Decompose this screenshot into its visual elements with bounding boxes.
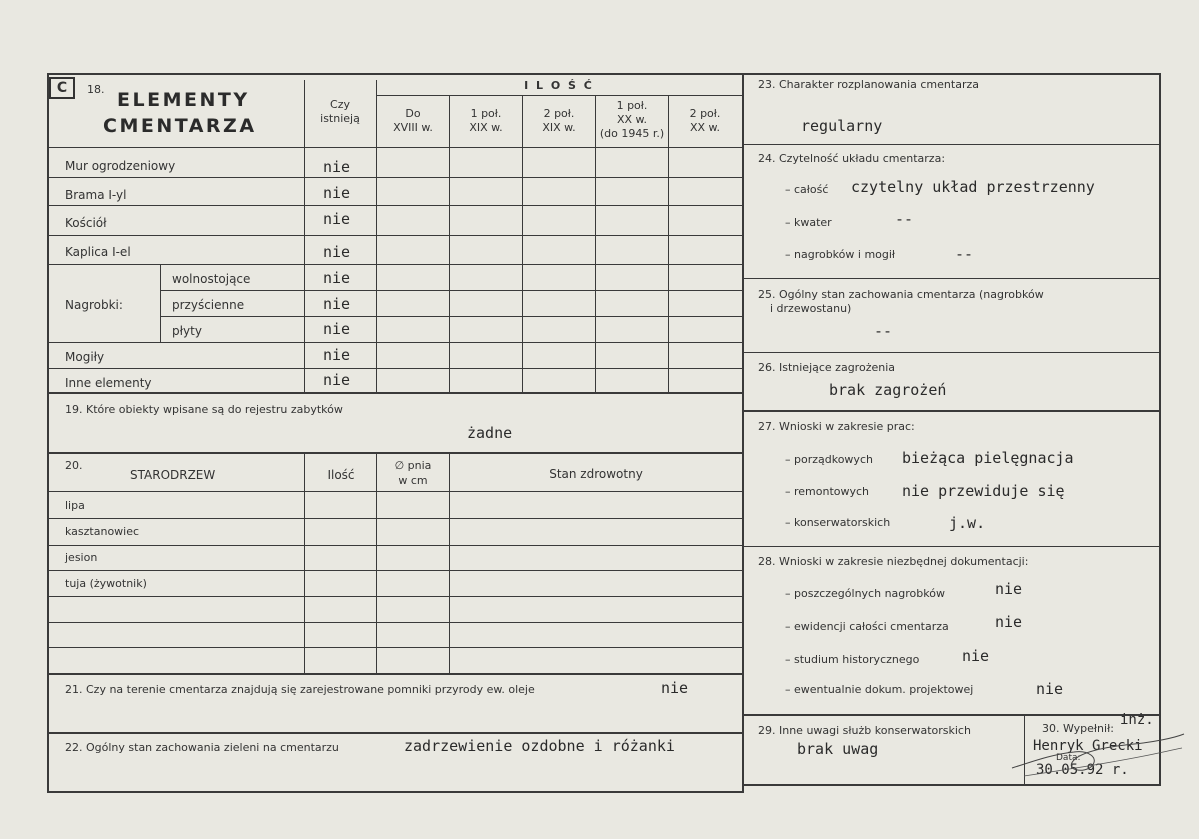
q26-value: brak zagrożeń	[829, 381, 947, 399]
q19-bottom	[47, 452, 742, 454]
row-line	[160, 316, 742, 317]
element-value: nie	[323, 371, 351, 389]
q20-row-line	[47, 491, 742, 492]
q23-label: 23. Charakter rozplanowania cmentarza	[758, 78, 979, 91]
q24-nagrobkow-value: --	[955, 245, 974, 263]
q28-bottom	[742, 714, 1161, 716]
q28-item-value: nie	[995, 613, 1023, 631]
q24-calosc-value: czytelny układ przestrzenny	[851, 178, 1095, 196]
q27-label: 27. Wnioski w zakresie prac:	[758, 420, 915, 433]
col-divider-p3	[522, 96, 523, 392]
czy-istnieja-line2: istnieją	[320, 112, 360, 125]
frame-left	[47, 73, 49, 793]
row-line	[160, 290, 742, 291]
tree-name: jesion	[65, 551, 98, 564]
q24-calosc-label: – całość	[785, 183, 829, 196]
q27-kons-value: j.w.	[949, 514, 986, 532]
element-value: nie	[323, 210, 351, 228]
element-label: Brama I-yl	[65, 188, 127, 202]
period-2-line2: XIX w.	[469, 121, 503, 134]
q29-value: brak uwag	[797, 740, 879, 758]
czy-istnieja-line1: Czy	[330, 98, 350, 111]
q30-name: Henryk Grecki	[1033, 738, 1143, 754]
element-value: nie	[323, 243, 351, 261]
q19-label: 19. Które obiekty wpisane są do rejestru zabytków	[65, 403, 343, 416]
tree-name: tuja (żywotnik)	[65, 577, 147, 590]
q24-kwater-value: --	[895, 210, 914, 228]
nagrobki-divider	[160, 264, 161, 342]
q30-label: 30. Wypełnił:	[1042, 722, 1114, 735]
q20-col-ilosc: Ilość	[327, 468, 355, 482]
element-label: Kaplica I-el	[65, 245, 131, 259]
q28-item-label: – ewidencji całości cmentarza	[785, 620, 949, 633]
q27-rem-label: – remontowych	[785, 485, 870, 498]
ilosc-underline	[376, 95, 742, 96]
q20-col-pnia-line2: w cm	[398, 474, 428, 487]
section-18-number: 18.	[87, 83, 105, 96]
frame-middle	[742, 73, 744, 793]
period-3-line1: 2 poł.	[543, 107, 575, 120]
q28-item-value: nie	[1036, 680, 1064, 698]
element-value: nie	[323, 346, 351, 364]
frame-bottom-left	[47, 791, 743, 793]
period-5-line1: 2 poł.	[689, 107, 721, 120]
ilosc-header: I L O Ś Ć	[524, 79, 594, 92]
period-1-line2: XVIII w.	[393, 121, 433, 134]
col-divider-p4	[595, 96, 596, 392]
element-label: Mogiły	[65, 350, 105, 364]
q20-row-line	[47, 622, 742, 623]
row-line	[47, 264, 742, 265]
col-divider-czy	[304, 80, 305, 392]
q20-col-stan: Stan zdrowotny	[549, 467, 643, 481]
q29-label: 29. Inne uwagi służb konserwatorskich	[758, 724, 971, 737]
q27-kons-label: – konserwatorskich	[785, 516, 891, 529]
q20-row-line	[47, 596, 742, 597]
q23-bottom	[742, 144, 1161, 145]
element-value: nie	[323, 269, 351, 287]
q20-row-line	[47, 647, 742, 648]
q27-rem-value: nie przewiduje się	[902, 482, 1065, 500]
q20-col-line	[449, 452, 450, 674]
row-line	[47, 205, 742, 206]
q27-porz-value: bieżąca pielęgnacja	[902, 449, 1074, 467]
q24-bottom	[742, 278, 1161, 279]
q28-item-label: – ewentualnie dokum. projektowej	[785, 683, 974, 696]
signature-scribble	[1004, 726, 1189, 786]
q25-bottom	[742, 352, 1161, 353]
element-label: wolnostojące	[172, 272, 251, 286]
q21-value: nie	[661, 679, 689, 697]
tree-name: kasztanowiec	[65, 525, 140, 538]
title-line-1: ELEMENTY	[117, 89, 250, 111]
q25-label-2: i drzewostanu)	[770, 302, 852, 315]
row-line	[47, 235, 742, 236]
col-divider-p2	[449, 96, 450, 392]
period-5-line2: XX w.	[689, 121, 721, 134]
frame-top	[47, 73, 1160, 75]
tree-name: lipa	[65, 499, 85, 512]
element-label: Kościół	[65, 216, 107, 230]
q20-col-line	[376, 452, 377, 674]
q20-row-line	[47, 545, 742, 546]
element-label: Mur ogrodzeniowy	[65, 159, 176, 173]
period-4-line2: XX w.	[616, 113, 648, 126]
frame-right	[1159, 73, 1161, 785]
q23-value: regularny	[801, 117, 883, 135]
row-line	[47, 342, 742, 343]
q30-title: inż.	[1120, 712, 1154, 728]
nagrobki-label: Nagrobki:	[65, 298, 123, 312]
q20-row-line	[47, 518, 742, 519]
element-label: przyścienne	[172, 298, 245, 312]
header-bottom-line	[47, 147, 742, 148]
q25-label-1: 25. Ogólny stan zachowania cmentarza (nagrobków	[758, 288, 1044, 301]
q27-porz-label: – porządkowych	[785, 453, 873, 466]
q21-bottom	[47, 732, 742, 734]
q26-bottom	[742, 410, 1161, 412]
q20-number: 20.	[65, 459, 83, 472]
q28-item-value: nie	[962, 647, 990, 665]
q28-item-label: – studium historycznego	[785, 653, 920, 666]
q21-label: 21. Czy na terenie cmentarza znajdują się zarejestrowane pomniki przyrody ew. oleje	[65, 683, 535, 696]
q30-date: 30.05.92 r.	[1036, 762, 1129, 778]
element-label: Inne elementy	[65, 376, 152, 390]
period-1-line1: Do	[405, 107, 421, 120]
q28-item-label: – poszczególnych nagrobków	[785, 587, 945, 600]
q20-title: STARODRZEW	[130, 468, 216, 482]
q20-col-pnia-line1: ∅ pnia	[394, 459, 432, 472]
title-line-2: CMENTARZA	[103, 115, 257, 137]
section-c-box: C	[49, 77, 75, 99]
col-divider-p5	[668, 96, 669, 392]
q22-value: zadrzewienie ozdobne i różanki	[404, 737, 675, 755]
q20-bottom	[47, 673, 742, 675]
q26-label: 26. Istniejące zagrożenia	[758, 361, 896, 374]
element-value: nie	[323, 184, 351, 202]
q24-kwater-label: – kwater	[785, 216, 832, 229]
q25-value: --	[874, 322, 893, 340]
row-line	[47, 177, 742, 178]
section-18-bottom	[47, 392, 742, 394]
period-3-line2: XIX w.	[542, 121, 576, 134]
period-2-line1: 1 poł.	[470, 107, 502, 120]
element-value: nie	[323, 158, 351, 176]
q24-nagrobkow-label: – nagrobków i mogił	[785, 248, 896, 261]
period-4-line1: 1 poł.	[616, 99, 648, 112]
q30-data-label: Data:	[1056, 753, 1081, 763]
element-value: nie	[323, 320, 351, 338]
q20-row-line	[47, 570, 742, 571]
q24-label: 24. Czytelność układu cmentarza:	[758, 152, 946, 165]
q19-value: żadne	[467, 424, 513, 442]
q28-label: 28. Wnioski w zakresie niezbędnej dokumentacji:	[758, 555, 1029, 568]
q28-item-value: nie	[995, 580, 1023, 598]
q27-bottom	[742, 546, 1161, 547]
period-4-line3: (do 1945 r.)	[599, 127, 665, 140]
row-line	[47, 368, 742, 369]
element-label: płyty	[172, 324, 202, 338]
q22-label: 22. Ogólny stan zachowania zieleni na cmentarzu	[65, 741, 339, 754]
element-value: nie	[323, 295, 351, 313]
q20-col-line	[304, 452, 305, 674]
